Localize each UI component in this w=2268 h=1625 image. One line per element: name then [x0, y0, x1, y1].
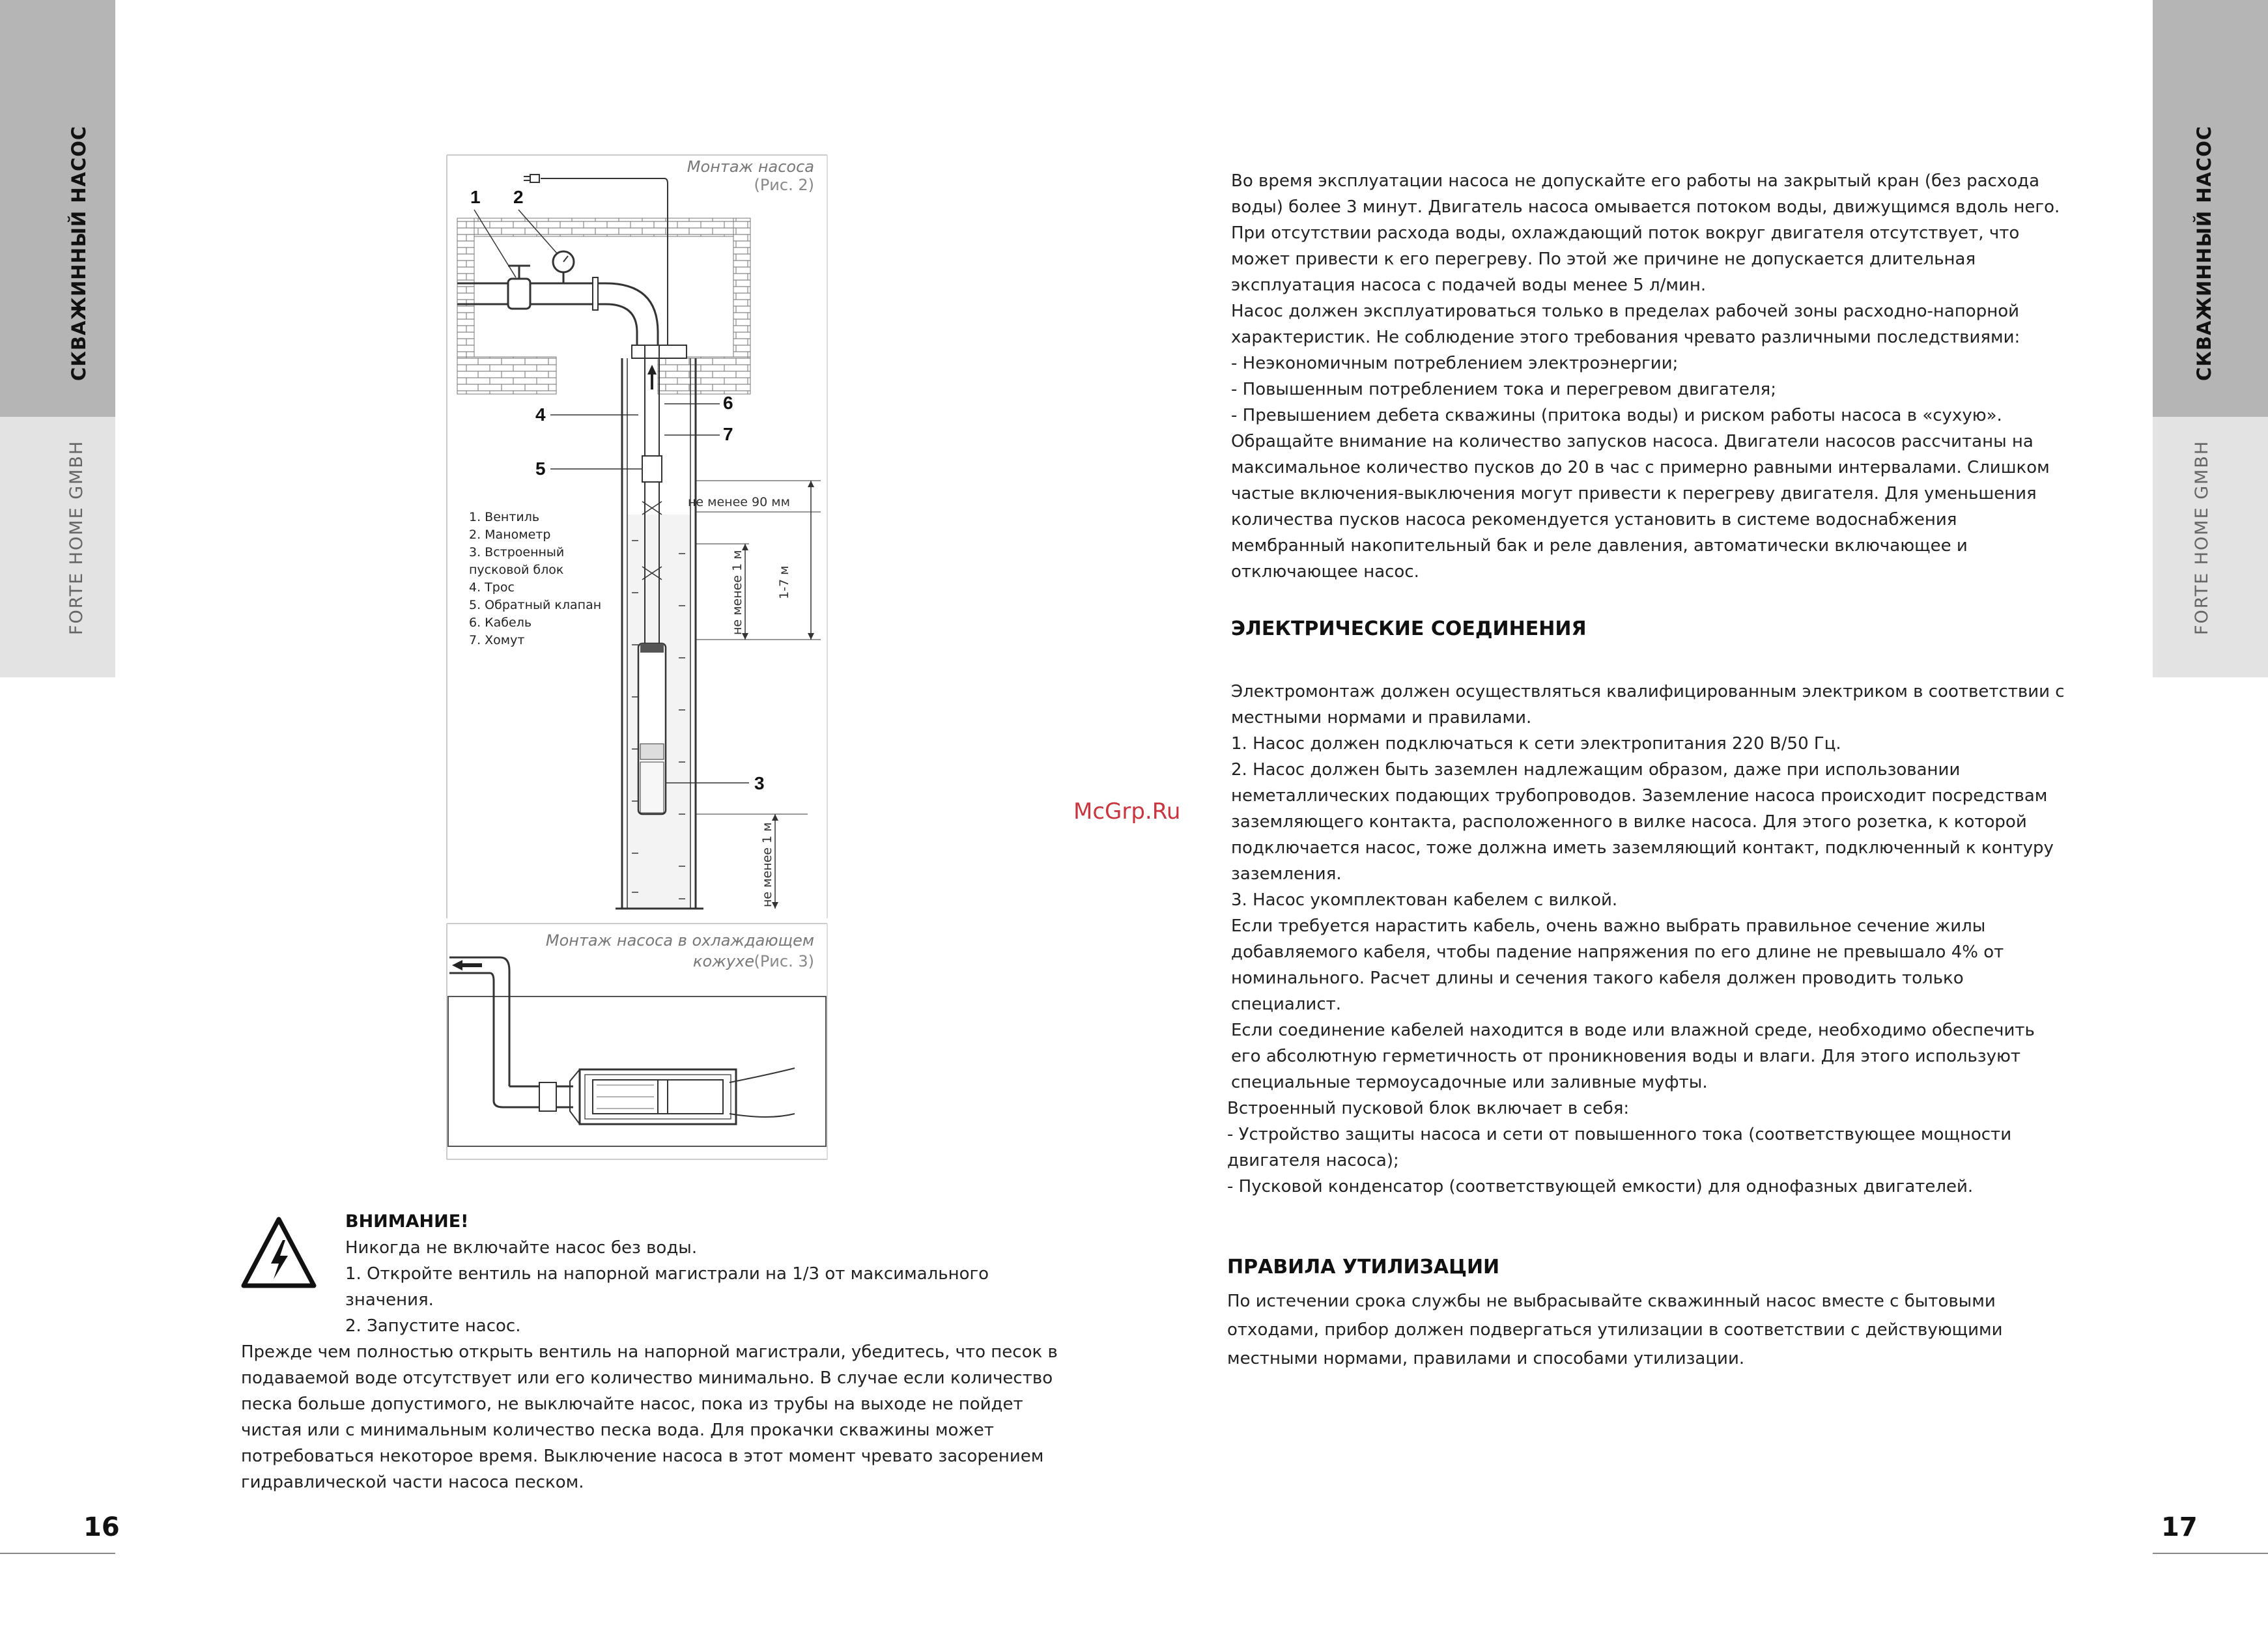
- check-valve: [642, 456, 662, 482]
- text-line: подключается насос, тоже должна иметь заземляющий контакт, подключенный к контуру: [1231, 838, 2054, 858]
- high-voltage-warning-icon: [240, 1215, 318, 1291]
- text-line: Обращайте внимание на количество запусков насоса. Двигатели насосов рассчитаны на: [1231, 432, 2034, 451]
- legend-item: 2. Манометр: [469, 528, 551, 542]
- text-line: номинального. Расчет длины и сечения такого кабеля должен проводить только: [1231, 968, 1964, 988]
- brick-wall-bottom: [457, 357, 556, 394]
- right-sidebar-brand: FORTE HOME GMBH: [2192, 440, 2212, 635]
- label-2: 2: [513, 187, 524, 207]
- text-line: местными нормами и правилами.: [1231, 708, 1532, 728]
- left-sidebar-brand: FORTE HOME GMBH: [66, 440, 87, 635]
- legend-item: пусковой блок: [469, 563, 564, 577]
- label-1: 1: [470, 187, 481, 207]
- left-sidebar-brand-tab: [0, 417, 115, 677]
- legend-item: 3. Встроенный: [469, 545, 565, 559]
- page-number-left: 16: [83, 1512, 120, 1542]
- text-line: Электромонтаж должен осуществляться квалифицированным электриком в соответствии с: [1231, 682, 2065, 701]
- text-line: - Повышенным потреблением тока и перегревом двигателя;: [1231, 380, 1776, 399]
- text-line: При отсутствии расхода воды, охлаждающий поток вокруг двигателя отсутствует, что: [1231, 223, 2020, 243]
- text-line: местными нормами, правилами и способами утилизации.: [1227, 1349, 1745, 1368]
- label-3: 3: [754, 773, 765, 793]
- legend-item: 5. Обратный клапан: [469, 598, 602, 612]
- warning-line: Никогда не включайте насос без воды.: [345, 1238, 698, 1258]
- text-line: воды) более 3 минут. Двигатель насоса омывается потоком воды, движущимся вдоль него.: [1231, 197, 2060, 217]
- text-line: потребоваться некоторое время. Выключение насоса в этот момент чревато засорением: [241, 1447, 1044, 1466]
- text-line: добавляемого кабеля, чтобы падение напряжения по его длине не превышало 4% от: [1231, 942, 2004, 962]
- text-line: максимальное количество пусков до 20 в час с примерно равными интервалами. Слишком: [1231, 458, 2050, 477]
- text-line: - Пусковой конденсатор (соответствующей емкости) для однофазных двигателей.: [1227, 1177, 1974, 1196]
- text-line: заземления.: [1231, 864, 1342, 884]
- bottom-rule-left: [0, 1553, 115, 1554]
- jacket-cable: [730, 1068, 795, 1082]
- figure2-title: Монтаж насоса в охлаждающем: [545, 931, 814, 950]
- pump-motor: [640, 762, 664, 813]
- text-line: 1. Насос должен подключаться к сети электропитания 220 В/50 Гц.: [1231, 734, 1841, 754]
- dim-90mm: не менее 90 мм: [688, 495, 790, 509]
- figure-cooling-jacket: [443, 918, 834, 1166]
- figure2-title-2: кожухе: [693, 952, 754, 970]
- figure-well-installation: [443, 150, 834, 918]
- operation-paragraph: [1231, 168, 2060, 585]
- legend-item: 4. Трос: [469, 580, 515, 595]
- left-sidebar-title: СКВАЖИННЫЙ НАСОС: [68, 125, 90, 381]
- text-line: заземляющего контакта, расположенного в вилке насоса. Для этого розетка, к которой: [1231, 812, 2027, 832]
- text-line: - Неэкономичным потреблением электроэнергии;: [1231, 354, 1679, 373]
- text-line: частые включения-выключения могут привести к перегреву двигателя. Для уменьшения: [1231, 484, 2037, 503]
- legend-item: 1. Вентиль: [469, 510, 540, 524]
- text-line: характеристик. Не соблюдение этого требования чревато различными последствиями:: [1231, 328, 2020, 347]
- text-line: Если соединение кабелей находится в воде или влажной среде, необходимо обеспечить: [1231, 1021, 2035, 1040]
- text-line: Если требуется нарастить кабель, очень важно выбрать правильное сечение жилы: [1231, 916, 1986, 936]
- warning-text: [345, 1235, 989, 1339]
- text-line: - Устройство защиты насоса и сети от повышенного тока (соответствующее мощности: [1227, 1125, 2012, 1144]
- electrical-heading: ЭЛЕКТРИЧЕСКИЕ СОЕДИНЕНИЯ: [1231, 617, 1587, 640]
- brick-wall-top: [457, 218, 750, 236]
- disposal-heading: ПРАВИЛА УТИЛИЗАЦИИ: [1227, 1256, 1500, 1279]
- text-line: Прежде чем полностью открыть вентиль на напорной магистрали, убедитесь, что песок в: [241, 1342, 1058, 1362]
- warning-line: значения.: [345, 1290, 434, 1310]
- right-sidebar-title: СКВАЖИННЫЙ НАСОС: [2193, 125, 2215, 381]
- text-line: его абсолютную герметичность от проникновения воды и влаги. Для этого используют: [1231, 1047, 2021, 1066]
- bottom-rule-right: [2153, 1553, 2268, 1554]
- label-7: 7: [723, 424, 733, 444]
- text-line: песка больше допустимого, не выключайте насос, пока из трубы на выходе не пойдет: [241, 1394, 1023, 1414]
- text-line: эксплуатация насоса с подачей воды менее 5 л/мин.: [1231, 276, 1707, 295]
- text-line: По истечении срока службы не выбрасывайте скважинный насос вместе с бытовыми: [1227, 1292, 1996, 1311]
- sand-paragraph: [241, 1339, 1058, 1495]
- text-line: специалист.: [1231, 995, 1342, 1014]
- text-line: Насос должен эксплуатироваться только в пределах рабочей зоны расходно-напорной: [1231, 302, 2020, 321]
- label-6: 6: [723, 393, 733, 413]
- power-plug-icon: [530, 175, 539, 182]
- text-line: мембранный накопительный бак и реле давления, автоматически включающее и: [1231, 536, 1968, 556]
- text-line: отключающее насос.: [1231, 562, 1419, 582]
- electrical-paragraph: [1231, 679, 2065, 1095]
- valve-body: [508, 279, 530, 309]
- text-line: может привести к его перегреву. По этой же причине не допускается длительная: [1231, 249, 1976, 269]
- legend-item: 7. Хомут: [469, 633, 525, 647]
- figure1-title: Монтаж насоса: [687, 158, 814, 176]
- brick-wall-bottom-right: [658, 357, 750, 394]
- watermark: McGrp.Ru: [1073, 798, 1181, 825]
- text-line: - Превышением дебета скважины (притока воды) и риском работы насоса в «сухую».: [1231, 406, 2002, 425]
- discharge-pipe: [457, 283, 658, 345]
- dim-1m-lower: не менее 1 м: [760, 822, 774, 907]
- text-line: гидравлической части насоса песком.: [241, 1473, 584, 1492]
- starter-paragraph: [1227, 1095, 2011, 1200]
- label-4: 4: [535, 404, 546, 425]
- text-line: 3. Насос укомплектован кабелем с вилкой.: [1231, 890, 1618, 910]
- dim-1-7m: 1-7 м: [777, 565, 791, 599]
- text-line: специальные термоусадочные или заливные муфты.: [1231, 1073, 1708, 1092]
- left-sidebar-title-tab: [0, 0, 115, 417]
- label-5: 5: [535, 459, 546, 479]
- text-line: Встроенный пусковой блок включает в себя:: [1227, 1099, 1630, 1118]
- page-number-right: 17: [2161, 1512, 2198, 1542]
- disposal-paragraph: [1227, 1287, 2003, 1373]
- warning-line: 2. Запустите насос.: [345, 1316, 521, 1336]
- figure1-caption: (Рис. 2): [754, 176, 814, 194]
- legend-item: 6. Кабель: [469, 615, 532, 630]
- text-line: чистая или с минимальным количество песка вода. Для прокачки скважины может: [241, 1420, 994, 1440]
- pipe-elbow: [449, 957, 509, 1086]
- outflow-arrow-icon: [452, 960, 482, 970]
- text-line: подаваемой воде отсутствует или его количество минимально. В случае если количество: [241, 1368, 1053, 1388]
- flow-arrow-icon: [647, 365, 657, 389]
- text-line: отходами, прибор должен подвергаться утилизации в соответствии с действующими: [1227, 1320, 2003, 1340]
- text-line: двигателя насоса);: [1227, 1151, 1399, 1170]
- text-line: количества пусков насоса рекомендуется установить в системе водоснабжения: [1231, 510, 1957, 530]
- text-line: 2. Насос должен быть заземлен надлежащим образом, даже при использовании: [1231, 760, 1961, 780]
- text-line: неметаллических подающих трубопроводов. Заземление насоса происходит посредствам: [1231, 786, 2048, 806]
- text-line: Во время эксплуатации насоса не допускайте его работы на закрытый кран (без расхода: [1231, 171, 2040, 191]
- figure2-caption: (Рис. 3): [754, 952, 814, 970]
- dim-1m-upper: не менее 1 м: [730, 550, 744, 635]
- warning-line: 1. Откройте вентиль на напорной магистрали на 1/3 от максимального: [345, 1264, 989, 1284]
- warning-title: ВНИМАНИЕ!: [345, 1211, 469, 1232]
